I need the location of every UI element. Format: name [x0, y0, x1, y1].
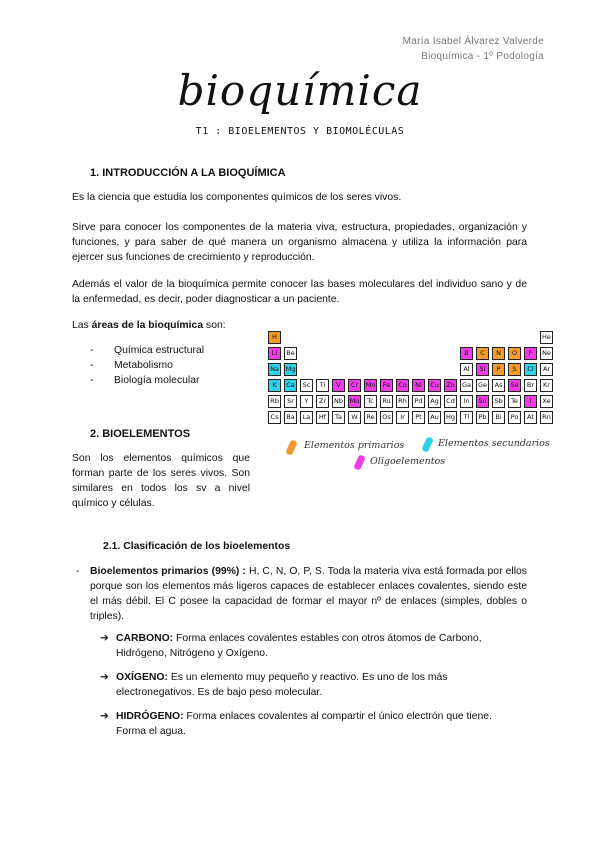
subsection-heading: 2.1. Clasificación de los bioelementos [103, 541, 291, 552]
section1-paragraph-3: Además el valor de la bioquímica permite conocer las bases moleculares del individuo sano y de la enfermedad, es decir, poder diagnosticar a un paciente. [72, 279, 527, 305]
legend-secondary-swatch [421, 436, 434, 453]
element-cell: As [492, 379, 505, 392]
primarios-bold: Bioelementos primarios (99%) : [90, 566, 246, 577]
element-cell: C [476, 347, 489, 360]
element-cell: Hg [444, 411, 457, 424]
author-block [403, 34, 544, 64]
element-cell: Ar [540, 363, 553, 376]
element-cell: Fe [380, 379, 393, 392]
element-cell: Nb [332, 395, 345, 408]
element-cell: Bi [492, 411, 505, 424]
element-cell: Co [396, 379, 409, 392]
element-cell: Te [508, 395, 521, 408]
element-cell: P [492, 363, 505, 376]
page-subtitle: T1 : BIOELEMENTOS Y BIOMOLÉCULAS [195, 126, 405, 137]
element-cell: Al [460, 363, 473, 376]
element-cell: N [492, 347, 505, 360]
element-cell: Ru [380, 395, 393, 408]
section1-paragraph-1: Es la ciencia que estudia los componentes químicos de los seres vivos. [72, 192, 402, 203]
element-cell: Os [380, 411, 393, 424]
arrow-icon: ➔ [100, 672, 109, 683]
element-cell: Tc [364, 395, 377, 408]
element-cell: Ne [540, 347, 553, 360]
element-cell: Zr [316, 395, 329, 408]
element-cell: I [524, 395, 537, 408]
legend-primary-swatch [285, 439, 298, 456]
element-cell: Cr [348, 379, 361, 392]
element-cell: F [524, 347, 537, 360]
element-cell: S [508, 363, 521, 376]
element-cell: Cd [444, 395, 457, 408]
element-cell: Ti [316, 379, 329, 392]
primarios-text: H, C, N, O, P, S. Toda la materia viva está formada por ellos porque son los elementos más ligeros capaces de establecer enlaces covalentes, siendo este el más débil. El C posee la capacidad de formar el mayor nº de enlaces (simples, dobles o triples). [90, 566, 527, 622]
primarios-dash: - [76, 566, 80, 577]
areas-intro-pre: Las [72, 320, 92, 331]
element-cell: Li [268, 347, 281, 360]
element-cell: Rn [540, 411, 553, 424]
element-cell: B [460, 347, 473, 360]
element-cell: Sr [284, 395, 297, 408]
element-cell: V [332, 379, 345, 392]
arrow-icon: ➔ [100, 711, 109, 722]
element-cell: La [300, 411, 313, 424]
element-cell: O [508, 347, 521, 360]
element-cell: Y [300, 395, 313, 408]
legend-primary-label: Elementos primarios [304, 440, 405, 451]
primarios-paragraph [90, 564, 527, 624]
periodic-table [268, 331, 556, 429]
areas-intro-bold: áreas de la bioquímica [91, 320, 204, 331]
element-cell: Pt [412, 411, 425, 424]
element-cell: Ca [284, 379, 297, 392]
element-cell: Zn [444, 379, 457, 392]
list-item: - Metabolismo [90, 360, 173, 371]
element-cell: At [524, 411, 537, 424]
element-cell: Pd [412, 395, 425, 408]
legend-secondary-label: Elementos secundarios [438, 438, 550, 449]
element-cell: Ge [476, 379, 489, 392]
element-cell: Br [524, 379, 537, 392]
element-cell: Re [364, 411, 377, 424]
element-cell: Mn [364, 379, 377, 392]
element-cell: Ir [396, 411, 409, 424]
list-item: ➔ HIDRÓGENO: Forma enlaces covalentes al compartir el único electrón que tiene. Forma el agua. [100, 711, 492, 737]
areas-intro [72, 318, 272, 333]
element-cell: Sb [492, 395, 505, 408]
element-cell: Si [476, 363, 489, 376]
element-cell: Na [268, 363, 281, 376]
legend-oligo-swatch [353, 454, 366, 471]
course-name: Bioquímica - 1º Podología [421, 51, 544, 62]
list-item: ➔ OXÍGENO: Es un elemento muy pequeño y reactivo. Es uno de los más electronegativos. Es de bajo peso molecular. [100, 672, 448, 698]
element-cell: Mg [284, 363, 297, 376]
element-cell: Xe [540, 395, 553, 408]
element-cell: He [540, 331, 553, 344]
periodic-table-legend [280, 436, 570, 476]
element-cell: Cs [268, 411, 281, 424]
areas-intro-post: son: [203, 320, 226, 331]
element-cell: W [348, 411, 361, 424]
element-cell: Cu [428, 379, 441, 392]
element-cell: Rb [268, 395, 281, 408]
element-cell: Se [508, 379, 521, 392]
arrow-icon: ➔ [100, 633, 109, 644]
element-cell: In [460, 395, 473, 408]
list-item: ➔ CARBONO: Forma enlaces covalentes estables con otros átomos de Carbono, Hidrógeno, Nitrógeno y Oxígeno. [100, 633, 482, 659]
element-cell: Sn [476, 395, 489, 408]
element-cell: Mo [348, 395, 361, 408]
section1-paragraph-2: Sirve para conocer los componentes de la materia viva, estructura, propiedades, organización y funciones, y para saber de qué manera un organismo almacena y utiliza la información para ejercer sus funciones de crecimiento y reproducción. [72, 222, 527, 263]
element-cell: Kr [540, 379, 553, 392]
element-cell: Ta [332, 411, 345, 424]
element-cell: Cl [524, 363, 537, 376]
element-cell: Rh [396, 395, 409, 408]
legend-oligo-label: Oligoelementos [370, 456, 446, 467]
element-cell: Ag [428, 395, 441, 408]
element-cell: Po [508, 411, 521, 424]
element-cell: Tl [460, 411, 473, 424]
section1-heading: 1. INTRODUCCIÓN A LA BIOQUÍMICA [90, 167, 286, 179]
element-cell: Hf [316, 411, 329, 424]
element-cell: Au [428, 411, 441, 424]
section2-heading: 2. BIOELEMENTOS [90, 428, 191, 440]
element-cell: Pb [476, 411, 489, 424]
element-cell: H [268, 331, 281, 344]
element-cell: K [268, 379, 281, 392]
page-title: bioquímica [177, 66, 423, 115]
element-cell: Be [284, 347, 297, 360]
section2-paragraph-1: Son los elementos químicos que forman parte de los seres vivos. Son similares en todos los sv a nivel químico y células. [72, 453, 250, 509]
areas-list [90, 343, 204, 388]
element-cell: Ga [460, 379, 473, 392]
element-cell: Ni [412, 379, 425, 392]
list-item: - Biología molecular [90, 375, 200, 386]
author-name: María Isabel Álvarez Valverde [402, 36, 544, 47]
element-cell: Ba [284, 411, 297, 424]
list-item: - Química estructural [90, 345, 205, 356]
element-cell: Sc [300, 379, 313, 392]
